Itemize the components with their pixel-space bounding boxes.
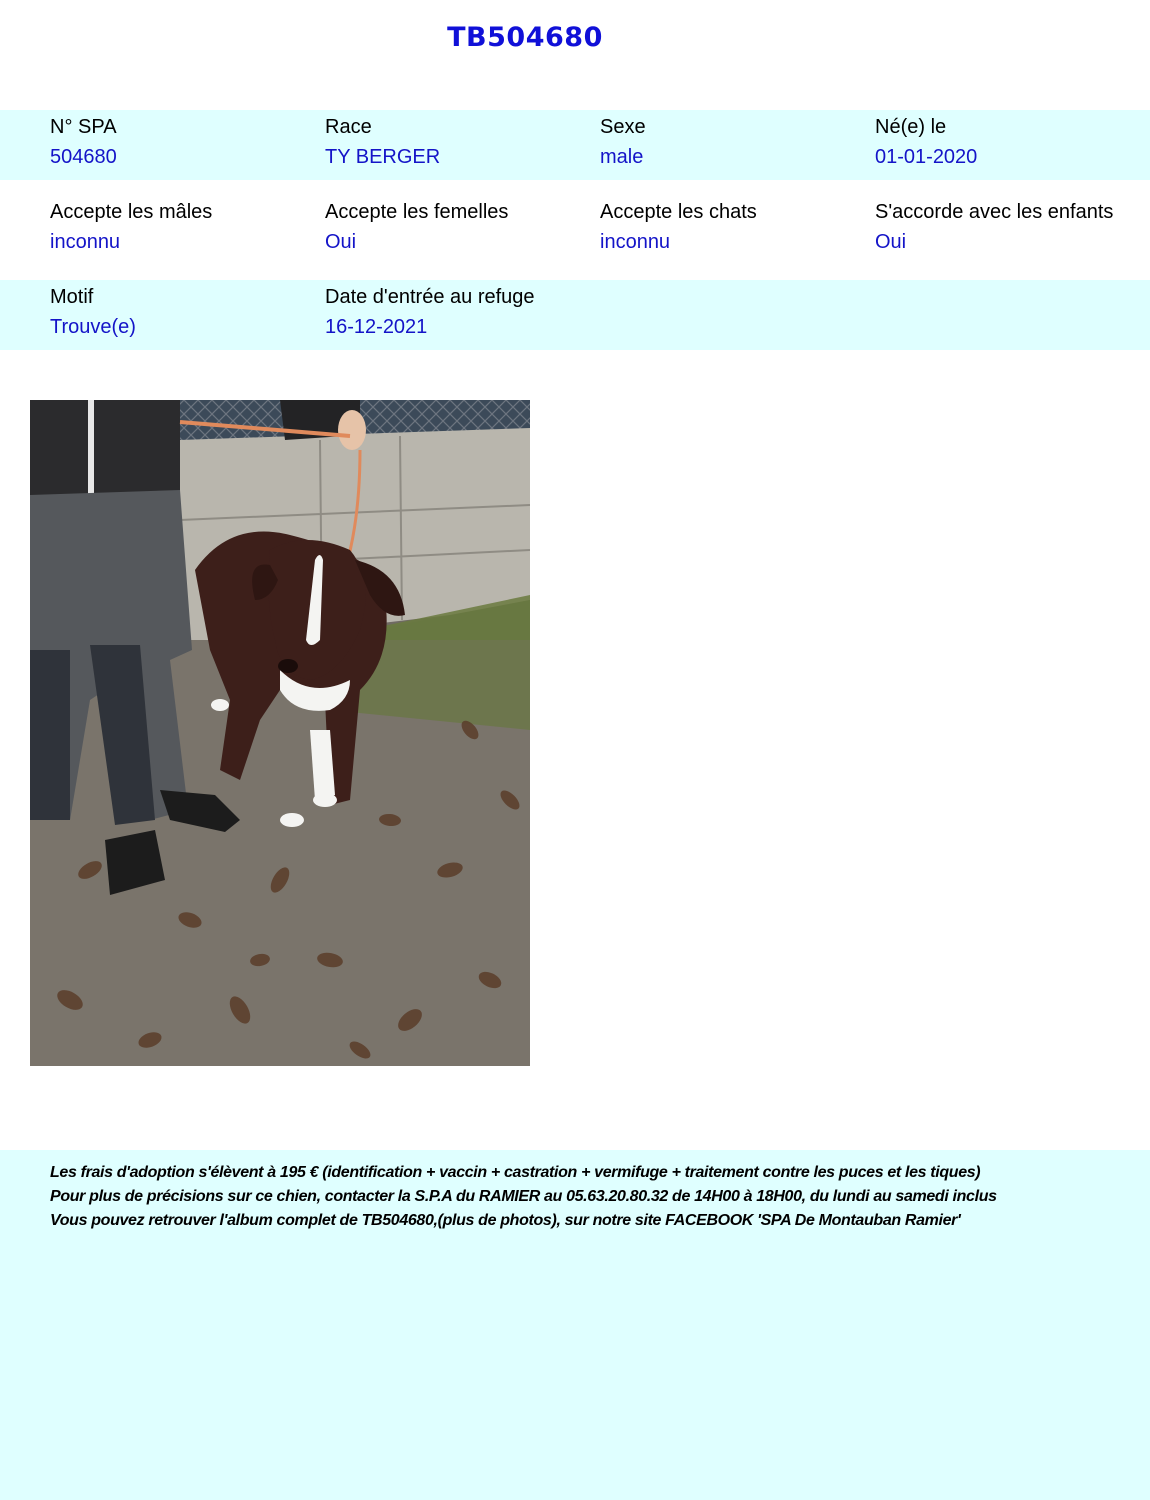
contact-text: Pour plus de précisions sur ce chien, contacter la S.P.A du RAMIER au 05.63.20.80.32 de 14H00 à 18H00, du lundi au samedi inclus — [50, 1188, 997, 1205]
field-label: Sexe — [600, 116, 646, 138]
field-label: Motif — [50, 286, 94, 308]
field-label: N° SPA — [50, 116, 117, 138]
field-label: Accepte les chats — [600, 201, 757, 223]
dog-photo — [30, 400, 530, 1066]
field-label: Race — [325, 116, 372, 138]
facebook-album-text: Vous pouvez retrouver l'album complet de TB504680,(plus de photos), sur notre site FACEBOOK 'SPA De Montauban Ramier' — [50, 1212, 961, 1229]
field-value: TY BERGER — [325, 146, 441, 168]
info-row-intake — [0, 280, 1150, 350]
field-label: S'accorde avec les enfants — [875, 201, 1114, 223]
field-label: Accepte les femelles — [325, 201, 509, 223]
field-label: Date d'entrée au refuge — [325, 286, 535, 308]
field-value: Trouve(e) — [50, 316, 136, 338]
field-value: Oui — [325, 231, 357, 253]
adoption-fees-text: Les frais d'adoption s'élèvent à 195 € (identification + vaccin + castration + vermifuge + traitement contre les puces et les tiques) — [50, 1164, 981, 1181]
field-value: male — [600, 146, 644, 168]
adoption-info-panel — [0, 1150, 1150, 1500]
field-value: inconnu — [50, 231, 121, 253]
info-row-compatibility — [0, 195, 1150, 265]
info-row-identity — [0, 110, 1150, 180]
field-value: 01-01-2020 — [875, 146, 978, 168]
page-title: TB504680 — [447, 22, 603, 53]
field-value: 16-12-2021 — [325, 316, 428, 338]
field-label: Né(e) le — [875, 116, 947, 138]
field-value: inconnu — [600, 231, 671, 253]
field-value: Oui — [875, 231, 907, 253]
field-label: Accepte les mâles — [50, 201, 213, 223]
field-value: 504680 — [50, 146, 117, 168]
